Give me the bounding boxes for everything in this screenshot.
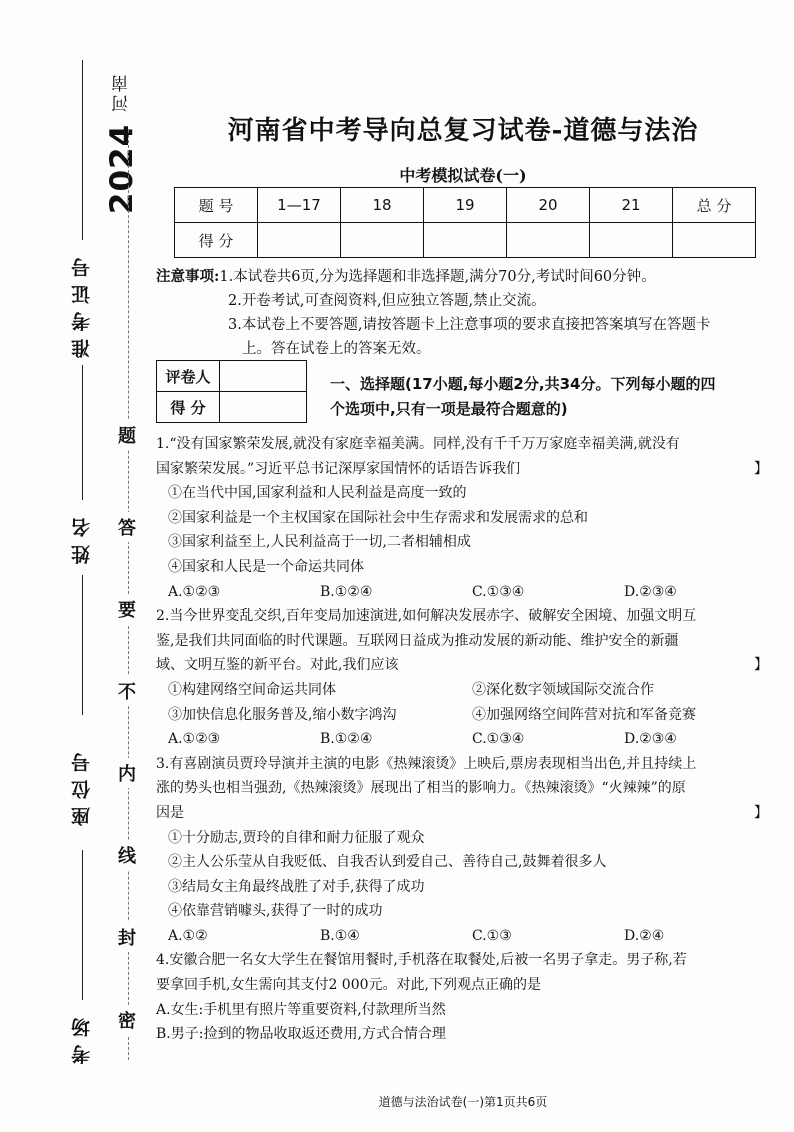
answer-bracket: 】 — [754, 804, 768, 821]
reviewer-blank — [220, 361, 307, 392]
statement: ④加强网络空间阵营对抗和军备竞赛 — [472, 706, 696, 723]
score-cell-total: 总 分 — [673, 188, 756, 223]
score-blank — [424, 223, 507, 258]
statement: ②主人公乐莹从自我贬低、自我否认到爱自己、善待自己,鼓舞着很多人 — [168, 854, 607, 871]
name-label: 姓名 — [71, 510, 93, 564]
score-blank — [507, 223, 590, 258]
question-stem: 鉴,是我们共同面临的时代课题。互联网日益成为推动发展的新动能、维护安全的新疆 — [156, 632, 679, 649]
stamp-year: 2024 — [104, 123, 140, 215]
seal-char: 题 — [118, 420, 136, 450]
seal-char: 密 — [118, 1005, 136, 1035]
statement: ④依靠营销噱头,获得了一时的成功 — [168, 903, 383, 920]
score-cell-label: 题 号 — [175, 188, 258, 223]
score-table-header-row — [175, 188, 756, 223]
option-a: A.①②③ — [168, 583, 221, 600]
statement: ②国家利益是一个主权国家在国际社会中生存需求和发展需求的总和 — [168, 509, 588, 526]
score-blank — [673, 223, 756, 258]
option-d: D.②③④ — [624, 583, 677, 600]
section-heading — [330, 372, 780, 422]
exam-id-line — [82, 60, 83, 240]
option-b: B.①④ — [320, 927, 360, 944]
seat-line — [82, 850, 83, 1000]
answer-bracket: 】 — [754, 657, 768, 674]
section-line: 一、选择题(17小题,每小题2分,共34分。下列每小题的四 — [330, 375, 716, 393]
question-stem: 涨的势头也相当强劲,《热辣滚烫》展现出了相当的影响力。《热辣滚烫》“火辣辣”的原 — [156, 780, 686, 797]
section-line: 个选项中,只有一项是最符合题意的) — [330, 400, 568, 418]
seal-char: 线 — [118, 840, 136, 870]
question-stem: 要拿回手机,女生需向其支付2 000元。对此,下列观点正确的是 — [156, 977, 541, 994]
score-cell: 20 — [507, 188, 590, 223]
question-stem: 2.当今世界变乱交织,百年变局加速演进,如何解决发展赤字、破解安全困境、加强文明互 — [156, 608, 697, 625]
question-2 — [156, 604, 776, 752]
option-c: C.①③④ — [472, 583, 525, 600]
statement: ①构建网络空间命运共同体 — [168, 681, 336, 698]
notice-item: 3.本试卷上不要答题,请按答题卡上注意事项的要求直接把答案填写在答题卡 — [228, 317, 711, 333]
score-blank — [258, 223, 341, 258]
question-stem: 1.“没有国家繁荣发展,就没有家庭幸福美满。同样,没有千千万万家庭幸福美满,就没有 — [156, 436, 680, 452]
question-1 — [156, 432, 776, 604]
option-a: A.①② — [168, 927, 208, 944]
grader-score-label: 得 分 — [157, 392, 220, 423]
score-blank — [341, 223, 424, 258]
score-table — [174, 187, 756, 258]
answer-bracket: 】 — [754, 460, 768, 477]
statement: ③加快信息化服务普及,缩小数字鸿沟 — [168, 706, 397, 723]
score-table-score-row — [175, 223, 756, 258]
score-cell: 1—17 — [258, 188, 341, 223]
paper-title: 河南省中考导向总复习试卷-道德与法治 — [227, 116, 699, 146]
statement: ③结局女主角最终战胜了对手,获得了成功 — [168, 878, 425, 895]
paper-subtitle: 中考模拟试卷(一) — [399, 166, 527, 185]
question-stem — [156, 801, 776, 826]
option-b: B.①②④ — [320, 583, 373, 600]
option-d: D.②④ — [624, 927, 665, 944]
statements-row — [156, 678, 776, 703]
statement: ①十分励志,贾玲的自律和耐力征服了观众 — [168, 829, 425, 846]
option-b: B.①②④ — [320, 731, 373, 748]
option-b: B.男子:捡到的物品收取返还费用,方式合情合理 — [156, 1026, 446, 1043]
statements-row — [156, 703, 776, 728]
option-c: C.①③ — [472, 927, 512, 944]
option-a: A.①②③ — [168, 731, 221, 748]
question-stem: 4.安徽合肥一名女大学生在餐馆用餐时,手机落在取餐处,后被一名男子拿走。男子称,若 — [156, 952, 687, 969]
statement: ②深化数字领域国际交流合作 — [472, 681, 654, 698]
statement: ③国家利益至上,人民利益高于一切,二者相辅相成 — [168, 534, 471, 551]
grader-box — [156, 360, 307, 423]
stamp-region: 河南 — [112, 72, 132, 112]
notice-block — [156, 265, 776, 361]
seal-char: 答 — [118, 512, 136, 542]
seal-char: 要 — [118, 594, 136, 624]
seal-char: 内 — [118, 758, 136, 788]
statement: ④国家和人民是一个命运共同体 — [168, 558, 364, 575]
page-footer: 道德与法治试卷(一)第1页共6页 — [378, 1095, 548, 1109]
seal-char: 不 — [118, 676, 136, 706]
questions — [156, 432, 776, 1047]
options-row — [156, 924, 776, 949]
question-stem: 3.有喜剧演员贾玲导演并主演的电影《热辣滚烫》上映后,票房表现相当出色,并且持续上 — [156, 755, 697, 772]
notice-item: 2.开卷考试,可查阅资料,但应独立答题,禁止交流。 — [228, 293, 546, 309]
seal-char: 封 — [118, 922, 136, 952]
option-a: A.女生:手机里有照片等重要资料,付款理所当然 — [156, 1001, 446, 1018]
score-cell: 21 — [590, 188, 673, 223]
seat-label: 座位号 — [71, 745, 93, 826]
question-stem — [156, 653, 776, 678]
reviewer-label: 评卷人 — [157, 361, 220, 392]
grader-score-blank — [220, 392, 307, 423]
statement: ①在当代中国,国家利益和人民利益是高度一致的 — [168, 485, 467, 502]
notice-label: 注意事项: — [156, 268, 220, 285]
question-3 — [156, 752, 776, 949]
score-row-label: 得 分 — [175, 223, 258, 258]
exam-id-label: 准考证号 — [71, 250, 93, 358]
question-stem — [156, 457, 776, 482]
question-stem-text: 域、文明互鉴的新平台。对此,我们应该 — [156, 657, 399, 674]
score-cell: 19 — [424, 188, 507, 223]
option-c: C.①③④ — [472, 731, 525, 748]
score-blank — [590, 223, 673, 258]
room-label: 考场 — [71, 1010, 93, 1064]
question-stem-text: 国家繁荣发展。”习近平总书记深厚家国情怀的话语告诉我们 — [156, 460, 521, 477]
notice-item: 1.本试卷共6页,分为选择题和非选择题,满分70分,考试时间60分钟。 — [219, 269, 656, 285]
option-d: D.②③④ — [624, 731, 677, 748]
score-cell: 18 — [341, 188, 424, 223]
question-stem-text: 因是 — [156, 804, 184, 821]
name-line-lower — [82, 575, 83, 715]
notice-item: 上。答在试卷上的答案无效。 — [242, 341, 431, 357]
name-line — [82, 365, 83, 500]
question-4 — [156, 948, 776, 1046]
options-row — [156, 727, 776, 752]
options-row — [156, 580, 776, 605]
